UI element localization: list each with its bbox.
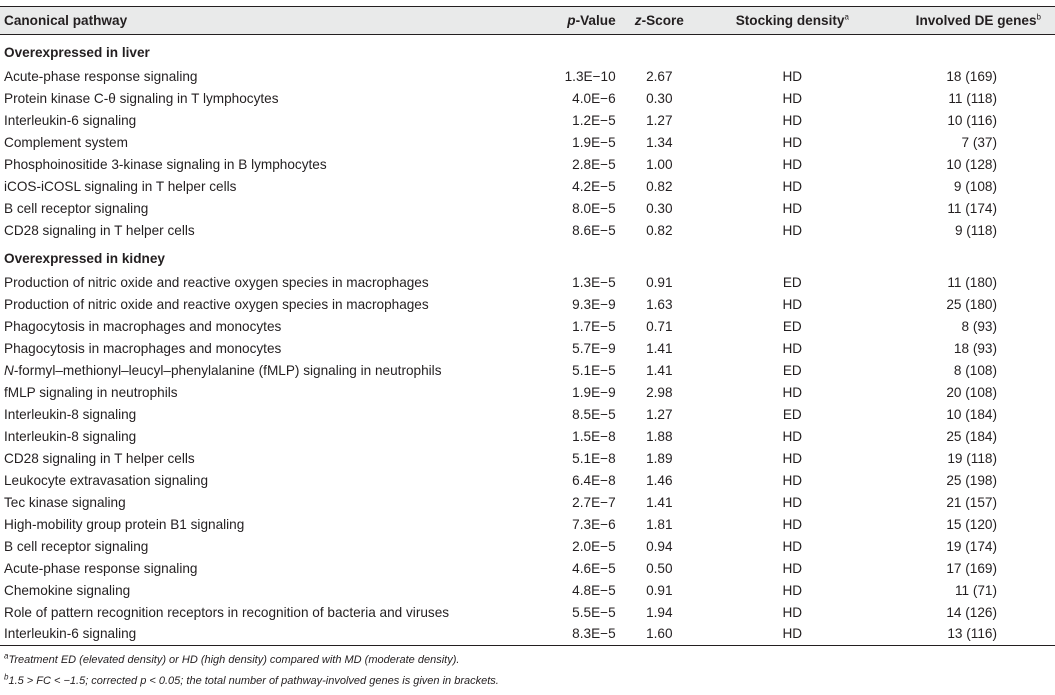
footnote-b: $^b$1.5 > FC < −1.5; corrected p < 0.05; the total number of pathway-involved genes is given in brackets. [4,672,499,687]
density-cell: HD [699,623,882,645]
pvalue-cell: 9.3E−9 [572,296,616,312]
pathway-cell: Acute-phase response signaling [4,560,198,576]
genes-cell: 19 (118) [947,450,997,466]
zscore-cell: 2.67 [646,68,673,84]
header-pathway: Canonical pathway [0,7,503,35]
density-cell: HD [782,340,803,356]
density-cell: HD [782,296,803,312]
density-cell: HD [782,472,803,488]
pvalue-cell: 1.7E−5 [572,318,616,334]
genes-cell: 17 (169) [946,560,997,576]
pathway-cell: CD28 signaling in T helper cells [4,222,195,238]
pvalue-cell: 5.7E−9 [572,340,616,356]
pvalue-cell: 1.3E−5 [572,274,616,290]
header-zscore: z-Score [616,7,699,35]
density-cell: HD [782,516,803,532]
pvalue-cell: 5.1E−5 [572,362,616,378]
zscore-cell: 1.41 [646,362,673,378]
pvalue-cell: 1.9E−5 [572,134,616,150]
zscore-cell: 2.98 [646,384,673,400]
section-title: Overexpressed in kidney [4,251,165,266]
zscore-cell: 1.27 [646,112,673,128]
pathway-cell: Production of nitric oxide and reactive oxygen species in macrophages [4,296,429,312]
table-row [0,315,1055,337]
pvalue-cell: 5.5E−5 [572,604,616,620]
density-cell: HD [782,604,803,620]
genes-cell: 7 (37) [961,134,997,150]
pathway-cell: Phosphoinositide 3-kinase signaling in B lymphocytes [4,156,327,172]
table-header-row [0,7,1055,35]
zscore-cell: 1.41 [646,340,673,356]
table-row [0,425,1055,447]
pathway-text: -formyl–methionyl–leucyl–phenylalanine (fMLP) signaling in neutrophils [13,362,442,378]
header-density: Stocking density$^a$ [699,7,882,35]
genes-cell: 11 (174) [947,200,997,216]
density-cell: HD [782,68,803,84]
zscore-cell: 1.63 [646,296,673,312]
zscore-cell: 1.34 [646,134,673,150]
zscore-cell: 1.60 [616,623,699,645]
genes-cell: 15 (120) [946,516,997,532]
density-cell: HD [782,538,803,554]
zscore-cell: 0.82 [646,222,673,238]
density-cell: HD [782,200,803,216]
table-row [0,557,1055,579]
pathway-cell: Interleukin-6 signaling [4,112,137,128]
genes-cell: 8 (93) [961,318,997,334]
pathway-table [0,6,1055,646]
density-cell: HD [782,112,803,128]
genes-cell: 14 (126) [946,604,997,620]
pathway-cell [0,359,503,381]
pvalue-cell: 4.6E−5 [572,560,616,576]
pvalue-cell: 4.2E−5 [572,178,616,194]
zscore-cell: 1.41 [646,494,673,510]
density-cell: HD [782,494,803,510]
table-row [0,579,1055,601]
density-cell: HD [782,450,803,466]
genes-cell: 25 (198) [946,472,997,488]
genes-cell: 25 (184) [946,428,997,444]
table-row [0,131,1055,153]
pvalue-cell: 1.2E−5 [572,112,616,128]
zscore-cell: 0.94 [646,538,673,554]
pathway-cell: Interleukin-8 signaling [4,406,137,422]
genes-cell: 19 (174) [946,538,997,554]
pvalue-cell: 5.1E−8 [572,450,616,466]
pathway-cell: Phagocytosis in macrophages and monocytes [4,318,282,334]
zscore-cell: 1.81 [646,516,673,532]
pathway-cell: Acute-phase response signaling [4,68,198,84]
genes-cell: 25 (180) [946,296,997,312]
genes-cell: 9 (108) [953,178,997,194]
table-row [0,469,1055,491]
table-body [0,35,1055,646]
pathway-cell: Complement system [4,134,128,150]
pvalue-cell: 8.3E−5 [503,623,616,645]
table-row [0,623,1055,645]
table-row [0,87,1055,109]
table-row [0,109,1055,131]
pvalue-cell: 6.4E−8 [572,472,616,488]
header-genes: Involved DE genes$^b$ [882,7,1055,35]
genes-cell: 10 (128) [946,156,997,172]
section-row [0,35,1055,66]
pvalue-cell: 4.8E−5 [572,582,616,598]
density-cell: HD [782,582,803,598]
pathway-cell: Chemokine signaling [4,582,131,598]
section-title: Overexpressed in liver [4,45,150,60]
pathway-cell: B cell receptor signaling [4,200,149,216]
pathway-italic-prefix: N [4,362,14,378]
zscore-cell: 0.91 [646,582,673,598]
zscore-cell: 1.00 [646,156,673,172]
zscore-cell: 1.94 [646,604,673,620]
density-cell: HD [782,156,803,172]
zscore-cell: 1.88 [646,428,673,444]
density-cell: ED [782,406,802,422]
pvalue-cell: 7.3E−6 [572,516,616,532]
density-cell: HD [782,560,803,576]
pathway-cell: Interleukin-6 signaling [0,623,503,645]
density-cell: HD [782,178,803,194]
table-row [0,491,1055,513]
density-cell: HD [782,90,803,106]
genes-cell: 21 (157) [946,494,997,510]
table-row [0,359,1055,381]
pathway-cell: Production of nitric oxide and reactive oxygen species in macrophages [4,274,429,290]
density-cell: ED [782,362,802,378]
section-row [0,241,1055,271]
zscore-cell: 0.30 [646,200,673,216]
zscore-cell: 0.91 [646,274,673,290]
table-row [0,65,1055,87]
pvalue-cell: 2.0E−5 [572,538,616,554]
pathway-cell: Leukocyte extravasation signaling [4,472,209,488]
pvalue-cell: 1.3E−10 [564,68,616,84]
pathway-cell: Protein kinase C-θ signaling in T lymphocytes [4,90,279,106]
pathway-cell: fMLP signaling in neutrophils [4,384,178,400]
pvalue-cell: 8.0E−5 [572,200,616,216]
table-row [0,271,1055,293]
pathway-cell: B cell receptor signaling [4,538,149,554]
pathway-cell: Role of pattern recognition receptors in recognition of bacteria and viruses [4,604,450,620]
table-row [0,175,1055,197]
table-row [0,153,1055,175]
genes-cell: 11 (71) [954,582,997,598]
pvalue-cell: 8.6E−5 [572,222,616,238]
density-cell: HD [782,222,803,238]
pathway-cell: Phagocytosis in macrophages and monocytes [4,340,282,356]
genes-cell: 20 (108) [946,384,997,400]
zscore-cell: 1.46 [646,472,673,488]
genes-cell: 9 (118) [954,222,997,238]
zscore-cell: 1.27 [646,406,673,422]
genes-cell: 10 (184) [946,406,997,422]
pvalue-cell: 2.8E−5 [572,156,616,172]
header-pvalue: p-Value [503,7,616,35]
pvalue-cell: 2.7E−7 [572,494,616,510]
density-cell: ED [782,274,802,290]
density-cell: HD [782,134,803,150]
zscore-cell: 0.82 [646,178,673,194]
table-row [0,293,1055,315]
pvalue-cell: 4.0E−6 [572,90,616,106]
genes-cell: 11 (118) [948,90,997,106]
zscore-cell: 1.89 [646,450,673,466]
pathway-cell: Tec kinase signaling [4,494,126,510]
table-row [0,381,1055,403]
table-row [0,513,1055,535]
genes-cell: 18 (169) [946,68,997,84]
genes-cell: 10 (116) [947,112,997,128]
table-row [0,219,1055,241]
pathway-cell: iCOS-iCOSL signaling in T helper cells [4,178,237,194]
table-row [0,403,1055,425]
genes-cell: 13 (116) [882,623,1055,645]
genes-cell: 8 (108) [953,362,997,378]
density-cell: ED [782,318,802,334]
zscore-cell: 0.50 [646,560,673,576]
zscore-cell: 0.71 [646,318,673,334]
pvalue-cell: 1.9E−9 [572,384,616,400]
pathway-cell: Interleukin-8 signaling [4,428,137,444]
genes-cell: 18 (93) [953,340,997,356]
zscore-cell: 0.30 [646,90,673,106]
pathway-cell: CD28 signaling in T helper cells [4,450,195,466]
table-row [0,197,1055,219]
table-row [0,535,1055,557]
table-row [0,447,1055,469]
footnote-a: $^a$Treatment ED (elevated density) or HD (high density) compared with MD (moderate density). [4,651,460,666]
table-row [0,337,1055,359]
pvalue-cell: 8.5E−5 [572,406,616,422]
genes-cell: 11 (180) [947,274,997,290]
density-cell: HD [782,384,803,400]
density-cell: HD [782,428,803,444]
footnotes [4,650,499,692]
pvalue-cell: 1.5E−8 [572,428,616,444]
pathway-cell: High-mobility group protein B1 signaling [4,516,245,532]
table-row [0,601,1055,623]
